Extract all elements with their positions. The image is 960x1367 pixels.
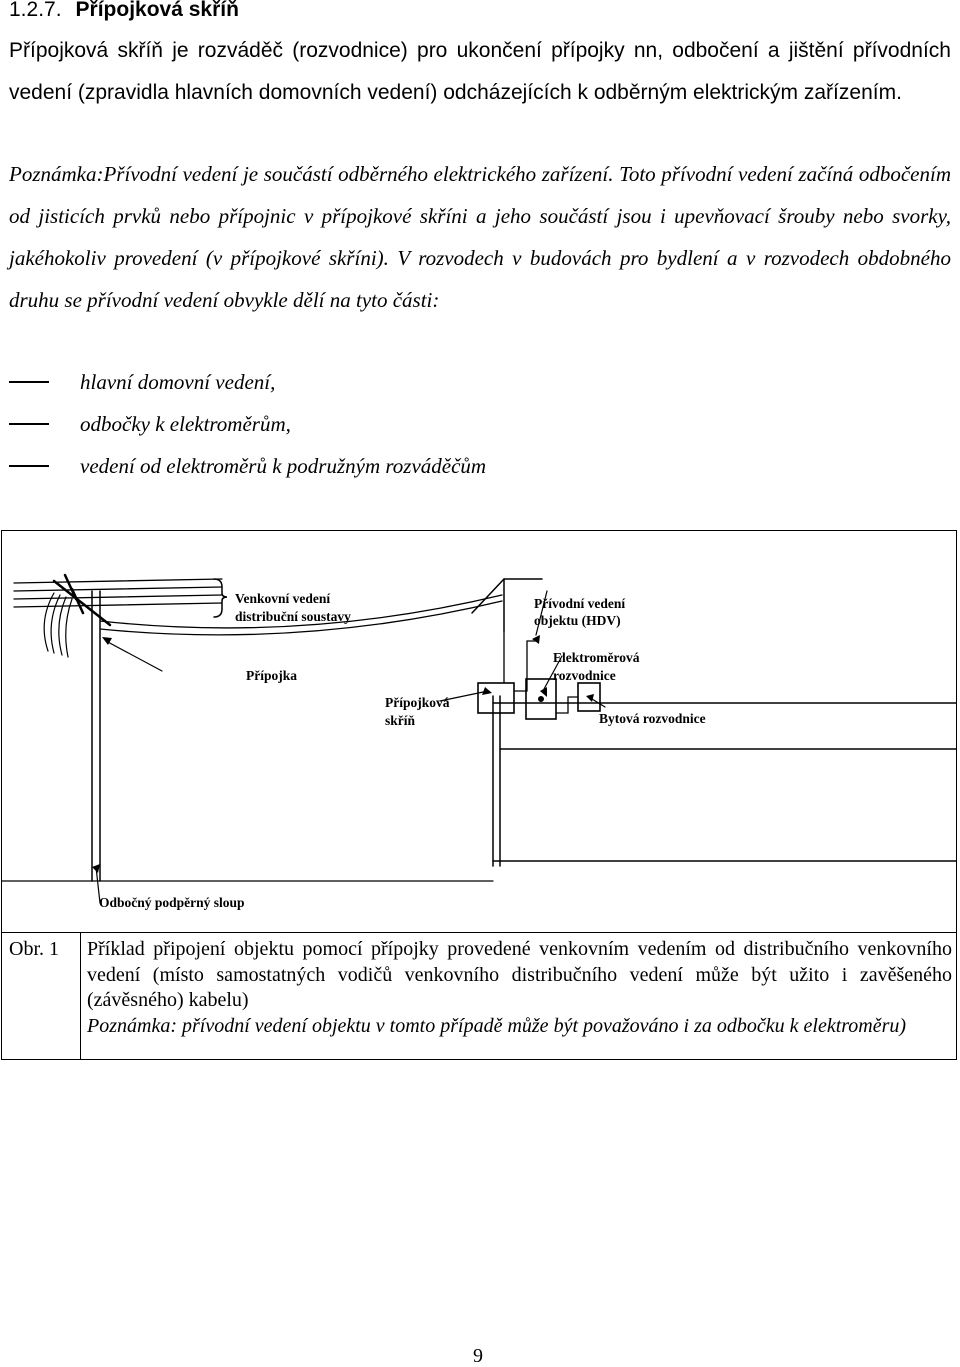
meter-dot (538, 696, 544, 702)
note-text: Přívodní vedení je součástí odběrného elektrického zařízení. Toto přívodní vedení začíná odbočením od jisticích prvků nebo přípojnic v přípojkové skříni a jeho součástí jsou i upevňovací šrouby nebo svorky, jakéhokoliv provedení (v přípojkové skříni). V rozvodech v budovách pro bydlení a v rozvodech obdobného druhu se přívodní vedení obvykle dělí na tyto části: (9, 162, 951, 312)
label-flat: Bytová rozvodnice (599, 711, 706, 726)
service-box (478, 683, 514, 713)
label-hdv-2: objektu (HDV) (534, 613, 621, 628)
section-title: Přípojková skříň (75, 0, 239, 21)
overhead-conductors (14, 579, 222, 607)
dash-icon (9, 381, 49, 383)
list-item-text: hlavní domovní vedení, (80, 370, 276, 394)
label-service: Přípojka (246, 668, 298, 683)
figure-caption (2, 932, 956, 1060)
dash-icon (9, 465, 49, 467)
caption-divider (80, 933, 81, 1060)
note-label: Poznámka: (9, 162, 104, 186)
label-service-box-1: Přípojková (385, 695, 450, 710)
label-service-box-2: skříň (385, 713, 416, 728)
caption-label: Obr. 1 (9, 938, 59, 960)
section-number: 1.2.7. (9, 0, 62, 21)
intro-paragraph: Přípojková skříň je rozváděč (rozvodnice) pro ukončení přípojky nn, odbočení a jištění přívodních vedení (zpravidla hlavních domovních vedení) odcházejících k odběrným elektrickým zařízením. (9, 39, 951, 104)
connection-diagram (2, 531, 956, 931)
label-pole: Odbočný podpěrný sloup (99, 895, 245, 910)
caption-body (87, 937, 952, 1039)
label-overhead-line-1: Venkovní vedení (235, 591, 331, 606)
label-meter-2: rozvodnice (553, 668, 616, 683)
list-item-text: odbočky k elektroměrům, (80, 412, 291, 436)
note-paragraph (9, 153, 951, 321)
flat-feeder (556, 697, 578, 713)
section-heading (9, 0, 239, 24)
leader-lines (96, 591, 605, 903)
arrowheads (92, 635, 594, 873)
list-item-text: vedení od elektroměrů k podružným rozváděčům (80, 454, 487, 478)
label-meter-1: Elektroměrová (553, 650, 640, 665)
page-number: 9 (473, 1345, 483, 1367)
hdv-riser (504, 631, 538, 691)
dash-icon (9, 423, 49, 425)
caption-note: Poznámka: přívodní vedení objektu v tomto případě může být považováno i za odbočku k elektroměru) (87, 1014, 907, 1037)
figure-frame (1, 530, 957, 1060)
label-hdv-1: Přívodní vedení (534, 596, 626, 611)
branch-pole (92, 591, 100, 881)
label-overhead-line-2: distribuční soustavy (235, 609, 351, 624)
building-walls (493, 696, 956, 866)
service-drop-curves (44, 593, 72, 657)
caption-text: Příklad připojení objektu pomocí přípojky provedené venkovním vedením od distribučního venkovního vedení (místo samostatných vodičů venkovního distribučního vedení může být užito i zavěšeného (závěsného) kabelu) (87, 938, 952, 1011)
overhead-brace (214, 579, 227, 617)
